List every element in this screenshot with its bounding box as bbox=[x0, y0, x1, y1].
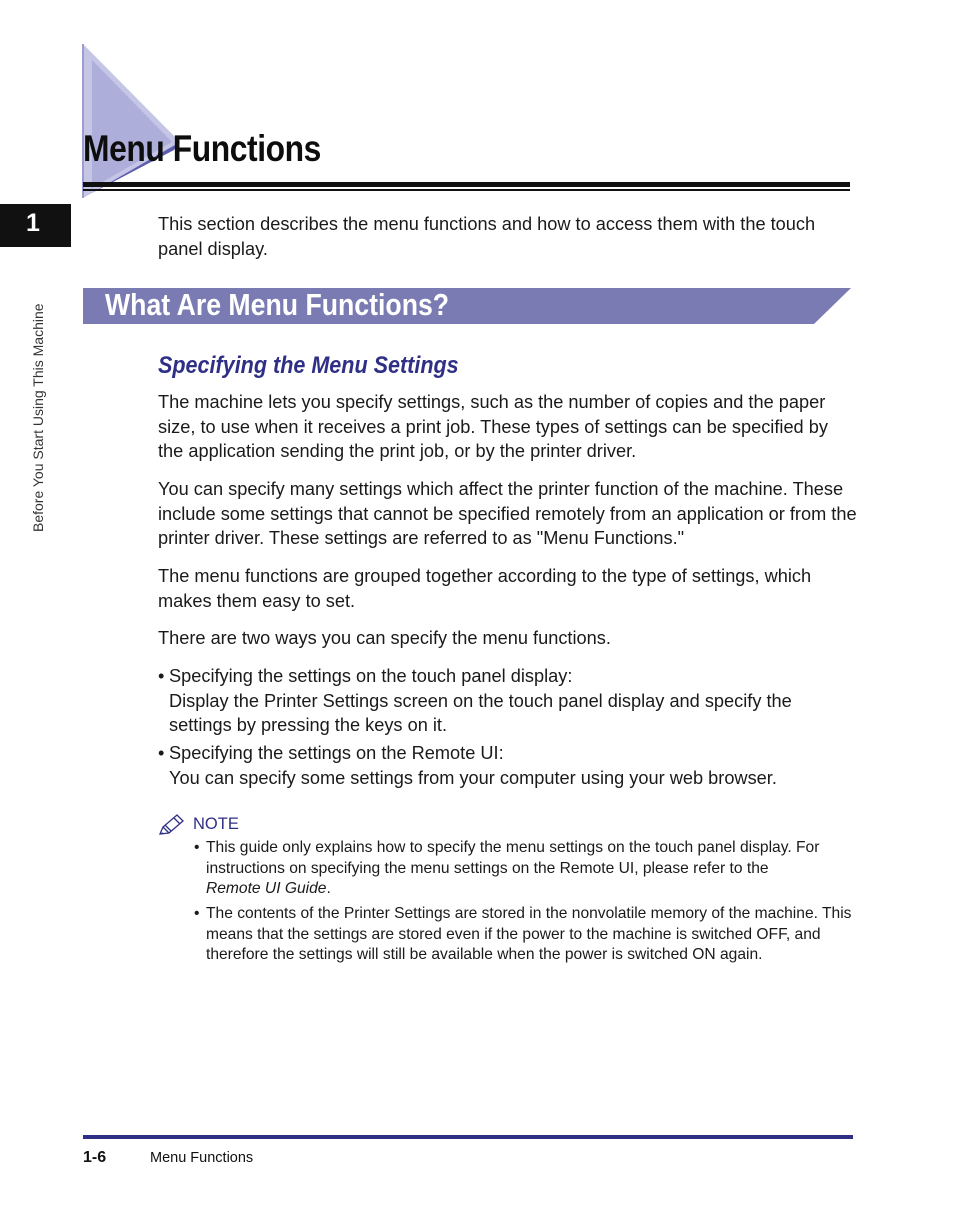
body-paragraph: The machine lets you specify settings, such as the number of copies and the paper size, to use when it receives a print job. These types of settings can be specified by the application sending the print job, or by the printer driver. bbox=[158, 392, 828, 461]
bullet-lead: Specifying the settings on the Remote UI: bbox=[169, 743, 504, 763]
pencil-note-icon bbox=[157, 813, 185, 837]
body-paragraph: There are two ways you can specify the menu functions. bbox=[158, 628, 611, 648]
footer-rule bbox=[83, 1135, 853, 1139]
body-paragraph: You can specify many settings which affect the printer function of the machine. These include some settings that cannot be specified remotely from an application or from the printer driver. These settings are referred to as "Menu Functions." bbox=[158, 479, 857, 548]
chapter-number: 1 bbox=[26, 209, 40, 237]
intro-paragraph: This section describes the menu functions and how to access them with the touch panel display. bbox=[158, 214, 816, 259]
subsection-heading: Specifying the Menu Settings bbox=[158, 352, 459, 379]
section-heading: What Are Menu Functions? bbox=[105, 287, 450, 322]
title-rule-thin bbox=[83, 189, 850, 191]
note-text-part: This guide only explains how to specify the menu settings on the touch panel display. For instructions on specifying the menu settings on the Remote UI, please refer to the bbox=[206, 839, 820, 877]
note-reference-title: Remote UI Guide bbox=[206, 880, 327, 898]
footer-page-number: 1-6 bbox=[83, 1149, 107, 1166]
bullet-dot: • bbox=[158, 666, 165, 686]
title-decoration-triangle bbox=[80, 42, 190, 202]
bullet-detail: You can specify some settings from your computer using your web browser. bbox=[169, 767, 777, 788]
footer-section-title: Menu Functions bbox=[150, 1150, 254, 1166]
note-label: NOTE bbox=[193, 815, 239, 833]
note-text: The contents of the Printer Settings are stored in the nonvolatile memory of the machine. This means that the settings are stored even if the power to the machine is switched OFF, and therefore the settings will still be available when the power is switched ON again. bbox=[206, 905, 852, 964]
note-text-part: . bbox=[326, 880, 331, 898]
bullet-dot: • bbox=[158, 743, 165, 763]
bullet-dot: • bbox=[194, 905, 200, 922]
bullet-dot: • bbox=[194, 839, 200, 856]
body-paragraph: The menu functions are grouped together according to the type of settings, which makes them easy to set. bbox=[158, 566, 812, 611]
page-title: Menu Functions bbox=[83, 128, 321, 169]
title-rule bbox=[83, 182, 850, 187]
bullet-lead: Specifying the settings on the touch panel display: bbox=[169, 666, 573, 686]
note-text bbox=[206, 838, 854, 900]
chapter-side-label: Before You Start Using This Machine bbox=[30, 303, 46, 532]
bullet-detail: Display the Printer Settings screen on the touch panel display and specify the settings by pressing the keys on it. bbox=[169, 690, 792, 735]
